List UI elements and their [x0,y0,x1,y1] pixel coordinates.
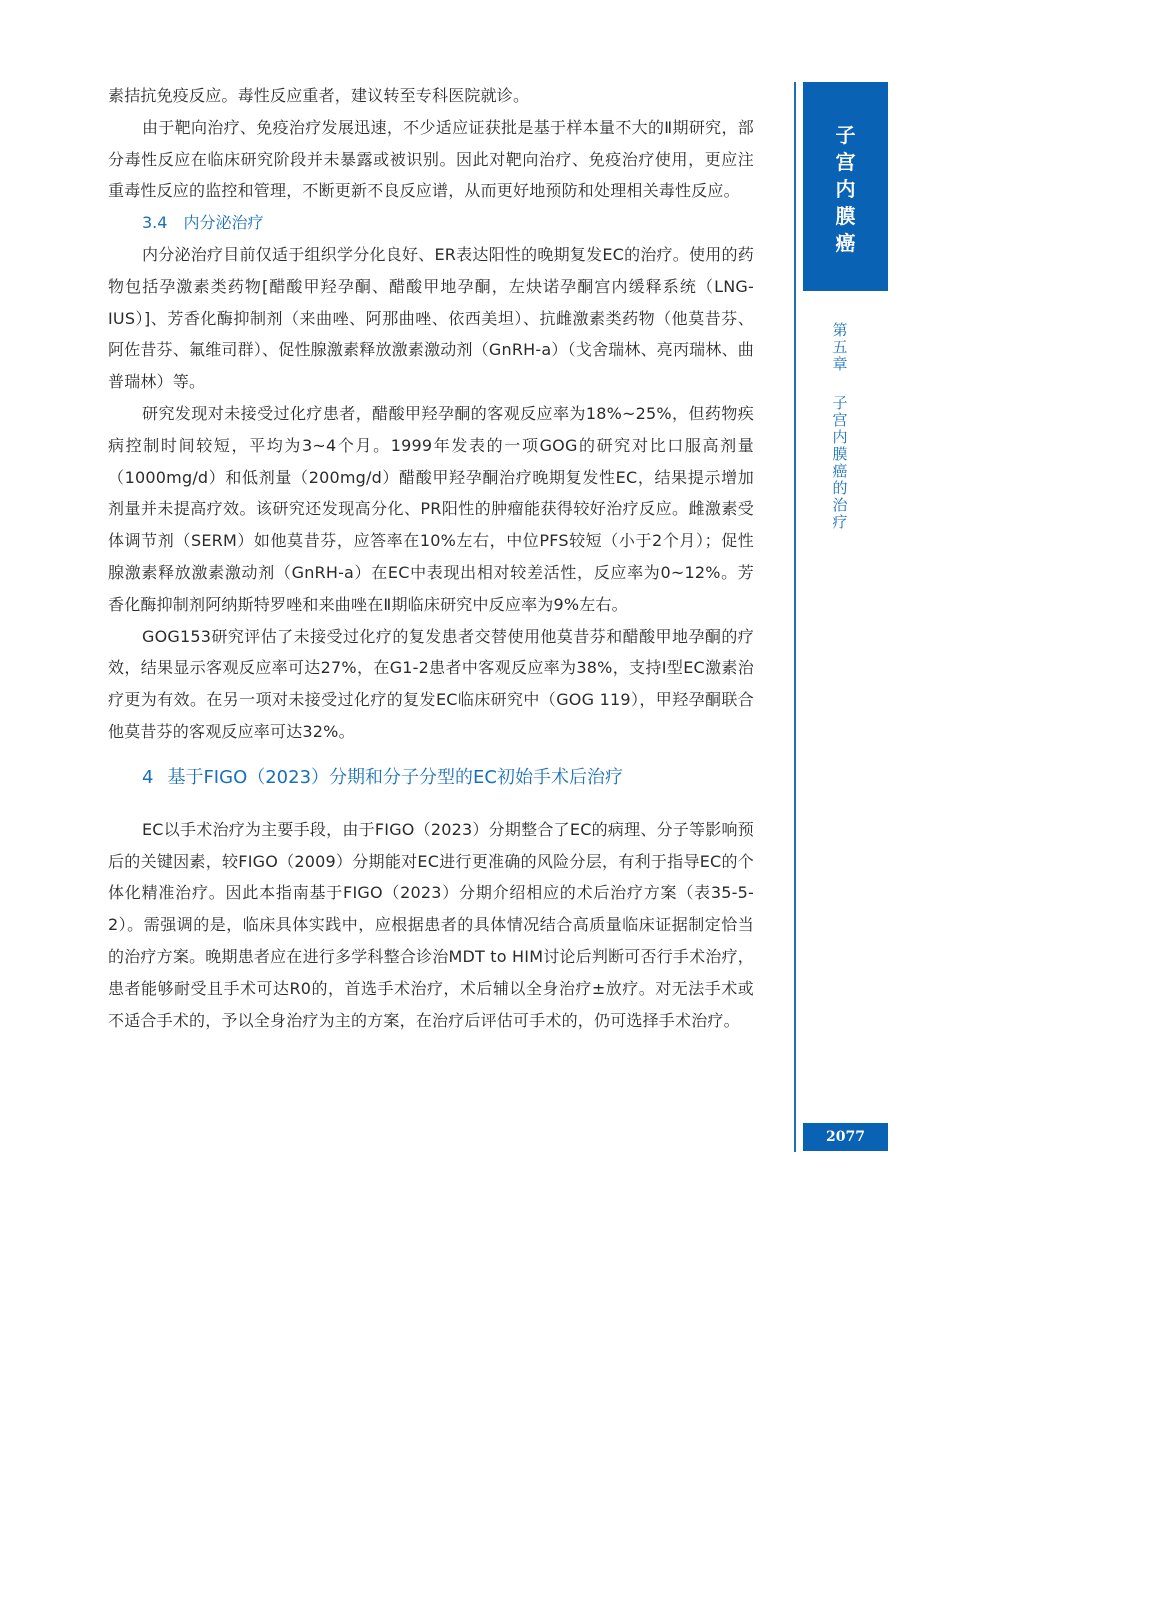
chapter-char: 宫 [832,411,848,429]
section-title: 内分泌治疗 [183,213,264,233]
chapter-char: 的 [832,479,848,497]
section-number: 4 [142,766,154,788]
paragraph: 研究发现对未接受过化疗患者，醋酸甲羟孕酮的客观反应率为18%~25%，但药物疾病控制时间较短，平均为3~4个月。1999年发表的一项GOG的研究对比口服高剂量（1000mg/d）和低剂量（200mg/d）醋酸甲羟孕酮治疗晚期复发性EC，结果提示增加剂量并未提高疗效。该研究还发现高分化、PR阳性的肿瘤能获得较好治疗反应。雌激素受体调节剂（SERM）如他莫昔芬，应答率在10%左右，中位PFS较短（小于2个月）；促性腺激素释放激素激动剂（GnRH-a）在EC中表现出相对较差活性，反应率为0~12%。芳香化酶抑制剂阿纳斯特罗唑和来曲唑在Ⅱ期临床研究中反应率为9%左右。 [108,403,754,614]
chapter-char: 章 [832,355,848,373]
paragraph: 由于靶向治疗、免疫治疗发展迅速，不少适应证获批是基于样本量不大的Ⅱ期研究，部分毒性反应在临床研究阶段并未暴露或被识别。因此对靶向治疗、免疫治疗使用，更应注重毒性反应的监控和管理，不断更新不良反应谱，从而更好地预防和处理相关毒性反应。 [108,117,754,201]
chapter-char: 治 [832,496,848,514]
chapter-char: 疗 [832,513,848,531]
chapter-char: 五 [832,338,848,356]
paragraph: 内分泌治疗目前仅适于组织学分化良好、ER表达阳性的晚期复发EC的治疗。使用的药物包括孕激素类药物[醋酸甲羟孕酮、醋酸甲地孕酮，左炔诺孕酮宫内缓释系统（LNG-IUS）]、芳香化酶抑制剂（来曲唑、阿那曲唑、依西美坦）、抗雌激素类药物（他莫昔芬、阿佐昔芬、氟维司群）、促性腺激素释放激素激动剂（GnRH-a）（戈舍瑞林、亮丙瑞林、曲普瑞林）等。 [108,244,754,392]
sidebar-rule [794,82,796,1152]
main-content [108,80,754,1036]
tab-char: 子 [835,123,856,147]
chapter-char: 内 [832,428,848,446]
paragraph: 素拮抗免疫反应。毒性反应重者，建议转至专科医院就诊。 [108,86,530,105]
chapter-char: 膜 [832,445,848,463]
tab-char: 膜 [835,204,856,228]
chapter-tab [803,82,888,291]
section-heading-3-4 [108,207,754,239]
paragraph: EC以手术治疗为主要手段，由于FIGO（2023）分期整合了EC的病理、分子等影响预后的关键因素，较FIGO（2009）分期能对EC进行更准确的风险分层，有利于指导EC的个体化精准治疗。因此本指南基于FIGO（2023）分期介绍相应的术后治疗方案（表35-5-2）。需强调的是，临床具体实践中，应根据患者的具体情况结合高质量临床证据制定恰当的治疗方案。晚期患者应在进行多学科整合诊治MDT to HIM讨论后判断可否行手术治疗，患者能够耐受且手术可达R0的，首选手术治疗，术后辅以全身治疗±放疗。对无法手术或不适合手术的，予以全身治疗为主的方案，在治疗后评估可手术的，仍可选择手术治疗。 [108,819,754,1030]
section-title: 基于FIGO（2023）分期和分子分型的EC初始手术后治疗 [167,766,623,788]
page-number: 2077 [803,1123,888,1151]
chapter-char: 子 [832,394,848,412]
chapter-char: 第 [832,321,848,339]
chapter-label-vertical [826,322,854,531]
paragraph: GOG153研究评估了未接受过化疗的复发患者交替使用他莫昔芬和醋酸甲地孕酮的疗效，结果显示客观反应率可达27%，在G1-2患者中客观反应率为38%，支持Ⅰ型EC激素治疗更为有效。在另一项对未接受过化疗的复发EC临床研究中（GOG 119），甲羟孕酮联合他莫昔芬的客观反应率可达32%。 [108,626,754,741]
tab-char: 宫 [835,150,856,174]
section-heading-4 [108,762,754,794]
chapter-char: 癌 [832,462,848,480]
tab-char: 癌 [835,231,856,255]
section-number: 3.4 [142,213,168,233]
tab-char: 内 [835,177,856,201]
